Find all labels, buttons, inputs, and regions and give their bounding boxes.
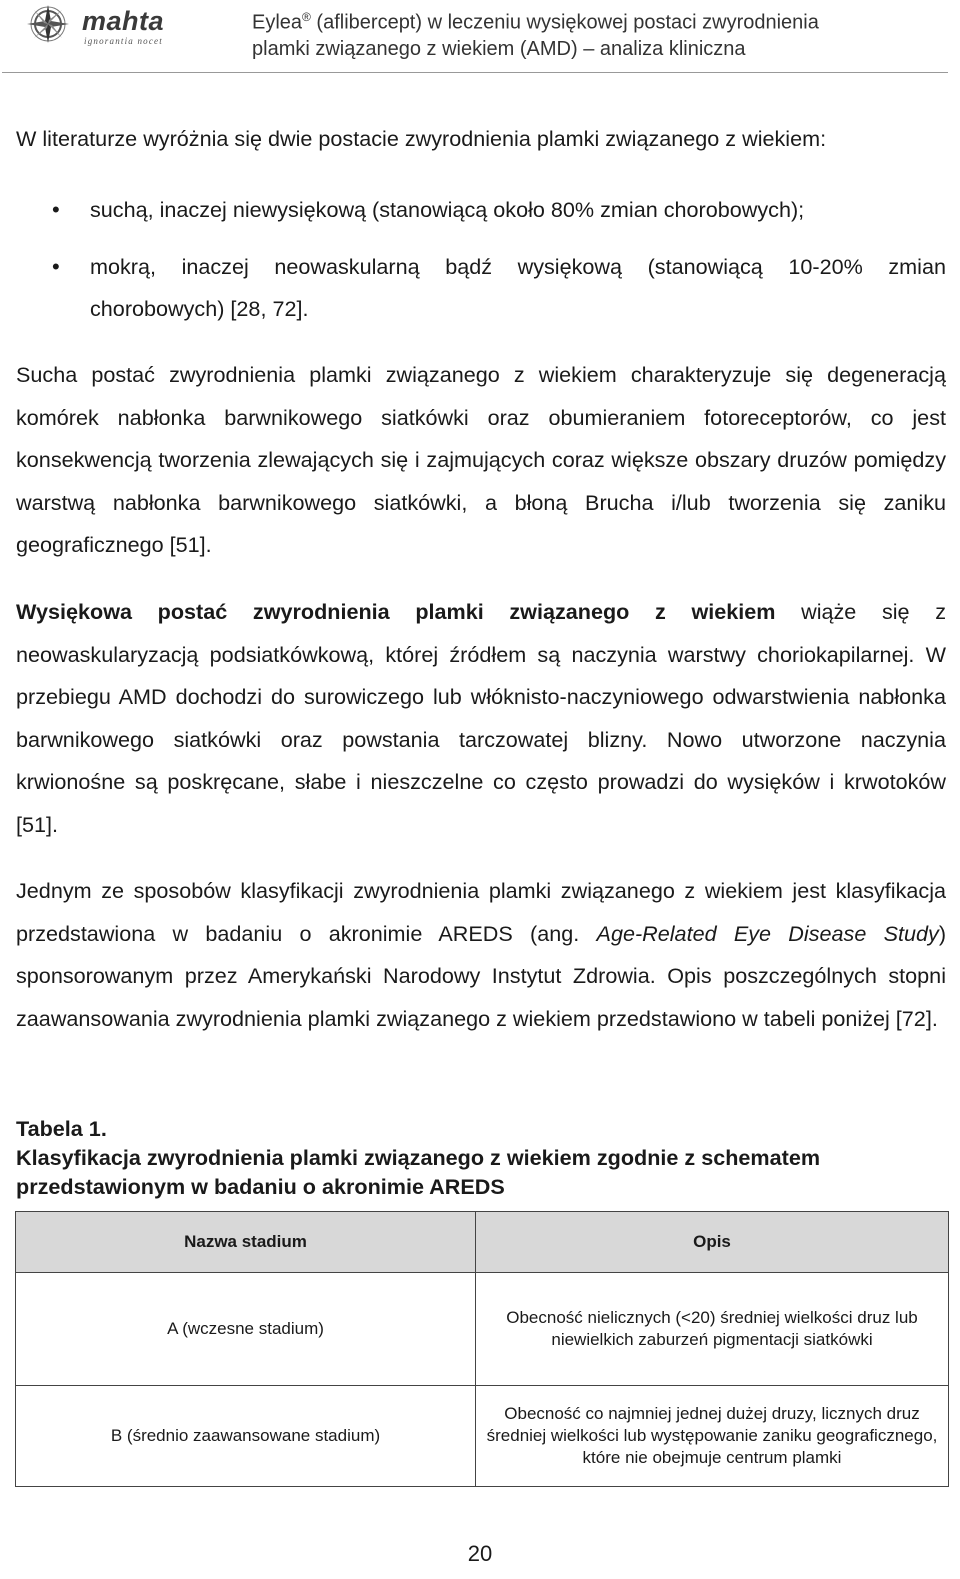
list-item-wet-form: • mokrą, inaczej neowaskularną bądź wysiękową (stanowiącą 10-20% zmian chorobowych) [28, 72].: [16, 246, 946, 331]
stage-description-cell: Obecność co najmniej jednej dużej druzy, licznych druz średniej wielkości lub występowanie zaniku geograficznego, które nie obejmuje centrum plamki: [476, 1386, 949, 1487]
header-title-prefix: Eylea: [252, 11, 303, 34]
stage-description-cell: Obecność nielicznych (<20) średniej wielkości druz lub niewielkich zaburzeń pigmentacji siatkówki: [476, 1273, 949, 1386]
column-header-stage-name: Nazwa stadium: [16, 1212, 476, 1273]
header-divider: [2, 72, 948, 73]
running-header-title: [252, 4, 952, 62]
wet-form-paragraph: [16, 591, 946, 846]
table-header-row: [16, 1212, 949, 1273]
intro-paragraph: W literaturze wyróżnia się dwie postacie zwyrodnienia plamki związanego z wiekiem:: [16, 126, 827, 151]
compass-rose-icon: [22, 4, 76, 44]
areds-full-name: Age-Related Eye Disease Study: [596, 920, 939, 946]
list-item-dry-form: • suchą, inaczej niewysiękową (stanowiącą około 80% zmian chorobowych);: [16, 189, 946, 232]
classification-paragraph: [16, 870, 946, 1040]
mahta-logo: [22, 4, 192, 44]
wet-form-term: Wysiękowa postać zwyrodnienia plamki związanego z wiekiem: [16, 599, 776, 624]
table-title: Klasyfikacja zwyrodnienia plamki związanego z wiekiem zgodnie z schematem przedstawionym w badaniu o akronimie AREDS: [16, 1145, 821, 1199]
stage-name-cell: B (średnio zaawansowane stadium): [16, 1386, 476, 1487]
amd-forms-list: [16, 189, 946, 345]
logo-wordmark: mahta: [82, 6, 165, 36]
dry-form-paragraph: Sucha postać zwyrodnienia plamki związanego z wiekiem charakteryzuje się degeneracją komórek nabłonka barwnikowego siatkówki oraz obumieraniem fotoreceptorów, co jest konsekwencją tworzenia zlewających się i zajmujących coraz większe obszary druzów pomiędzy warstwą nabłonka barwnikowego siatkówki, a błoną Brucha i/lub tworzenia się zaniku geograficznego [51].: [16, 362, 946, 557]
page-number: 20: [467, 1541, 493, 1566]
column-header-description: Opis: [476, 1212, 949, 1273]
wet-form-description: wiąże się z neowaskularyzacją podsiatkówkową, której źródłem są naczynia warstwy choriokapilarnej. W przebiegu AMD dochodzi do surowiczego lub włóknisto-naczyniowego odwarstwienia nabłonka barwnikowego siatkówki oraz powstania tarczowatej blizny. Nowo utworzone naczynia krwionośne są poskręcane, słabe i nieszczelne co często prowadzi do wysięków i krwotoków [51].: [16, 599, 946, 837]
registered-mark: ®: [302, 10, 311, 24]
classification-text-a: Jednym ze sposobów klasyfikacji zwyrodnienia plamki związanego z wiekiem jest klasyfikacja przedstawiona w badaniu o akronimie AREDS (ang.: [16, 878, 946, 946]
table-row: [16, 1273, 949, 1386]
logo-tagline: ignorantia nocet: [84, 36, 163, 46]
stage-name-cell: A (wczesne stadium): [16, 1273, 476, 1386]
table-row: [16, 1386, 949, 1487]
page-header: [0, 0, 960, 74]
table-label: Tabela 1.: [16, 1116, 107, 1141]
classification-text-b: ) sponsorowanym przez Amerykański Narodowy Instytut Zdrowia. Opis poszczególnych stopni zaawansowania zwyrodnienia plamki związanego z wiekiem przedstawiono w tabeli poniżej [72].: [16, 920, 947, 1031]
areds-classification-table: [15, 1211, 949, 1487]
table-caption: [16, 1114, 956, 1201]
header-title-line2: plamki związanego z wiekiem (AMD) – analiza kliniczna: [252, 37, 746, 60]
header-title-rest: (aflibercept) w leczeniu wysiękowej postaci zwyrodnienia: [310, 11, 819, 34]
